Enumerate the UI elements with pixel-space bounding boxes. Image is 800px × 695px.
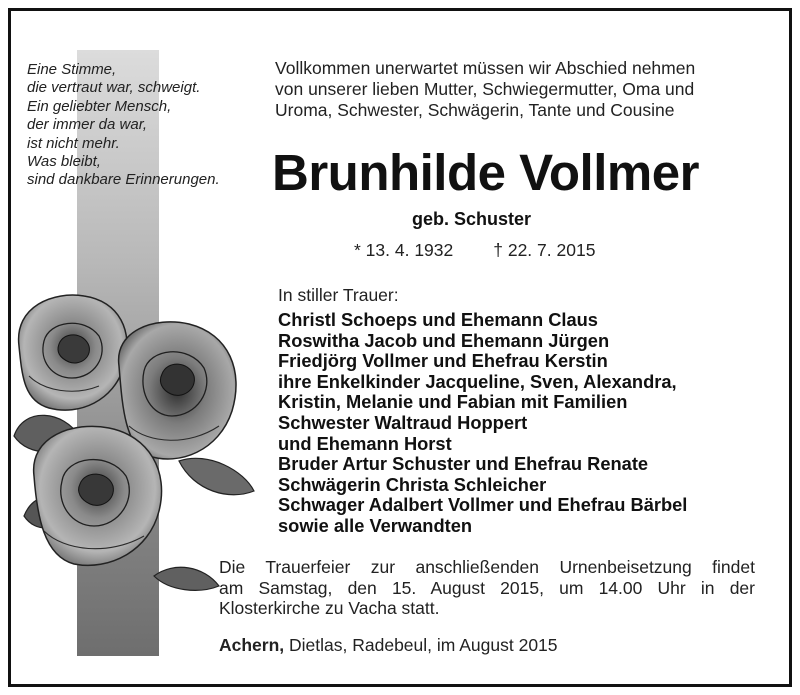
place-rest: Dietlas, Radebeul, im August 2015 bbox=[284, 635, 558, 655]
birth-date: * 13. 4. 1932 bbox=[354, 240, 454, 260]
poem-line: die vertraut war, schweigt. bbox=[27, 79, 201, 97]
rose-bottom bbox=[34, 426, 162, 565]
roses-illustration bbox=[4, 286, 266, 596]
intro-line: von unserer lieben Mutter, Schwiegermutter, Oma und bbox=[275, 79, 695, 99]
mourner-line: sowie alle Verwandten bbox=[278, 514, 473, 536]
poem-line: sind dankbare Erinnerungen. bbox=[27, 171, 220, 189]
mourners-list bbox=[278, 310, 687, 537]
funeral-line: am Samstag, den 15. August 2015, um 14.00 Uhr in der bbox=[219, 577, 755, 598]
mourner-line: Schwester Waltraud Hoppert bbox=[278, 411, 528, 433]
place-and-date bbox=[219, 635, 558, 656]
poem-line: Was bleibt, bbox=[27, 153, 101, 171]
place-city: Achern, bbox=[219, 635, 285, 655]
mourner-line: Schwager Adalbert Vollmer und Ehefrau Bärbel bbox=[278, 494, 688, 516]
poem-line: der immer da war, bbox=[27, 116, 148, 134]
funeral-details bbox=[219, 557, 755, 619]
mourning-label: In stiller Trauer: bbox=[278, 285, 399, 305]
birth-name: geb. Schuster bbox=[412, 209, 532, 229]
mourner-line: Roswitha Jacob und Ehemann Jürgen bbox=[278, 329, 610, 351]
mourner-line: Schwägerin Christa Schleicher bbox=[278, 473, 547, 495]
intro-line: Vollkommen unerwartet müssen wir Abschied nehmen bbox=[275, 58, 696, 78]
life-dates bbox=[354, 240, 595, 261]
mourner-line: Christl Schoeps und Ehemann Claus bbox=[278, 309, 598, 330]
mourner-line: ihre Enkelkinder Jacqueline, Sven, Alexandra, bbox=[278, 370, 677, 392]
memorial-poem bbox=[27, 61, 267, 190]
death-date: † 22. 7. 2015 bbox=[493, 240, 596, 260]
mourner-line: und Ehemann Horst bbox=[278, 432, 452, 454]
intro-line: Uroma, Schwester, Schwägerin, Tante und Cousine bbox=[275, 100, 675, 120]
announcement-intro bbox=[275, 58, 755, 121]
funeral-line: Die Trauerfeier zur anschließenden Urnenbeisetzung findet bbox=[219, 557, 755, 577]
mourner-line: Bruder Artur Schuster und Ehefrau Renate bbox=[278, 453, 649, 475]
funeral-line: Klosterkirche zu Vacha statt. bbox=[219, 598, 440, 619]
poem-line: Eine Stimme, bbox=[27, 61, 117, 78]
mourner-line: Kristin, Melanie und Fabian mit Familien bbox=[278, 391, 628, 413]
poem-line: ist nicht mehr. bbox=[27, 134, 120, 152]
rose-top-left bbox=[19, 295, 127, 410]
deceased-name: Brunhilde Vollmer bbox=[272, 144, 699, 201]
poem-line: Ein geliebter Mensch, bbox=[27, 97, 172, 115]
mourner-line: Friedjörg Vollmer und Ehefrau Kerstin bbox=[278, 350, 608, 372]
